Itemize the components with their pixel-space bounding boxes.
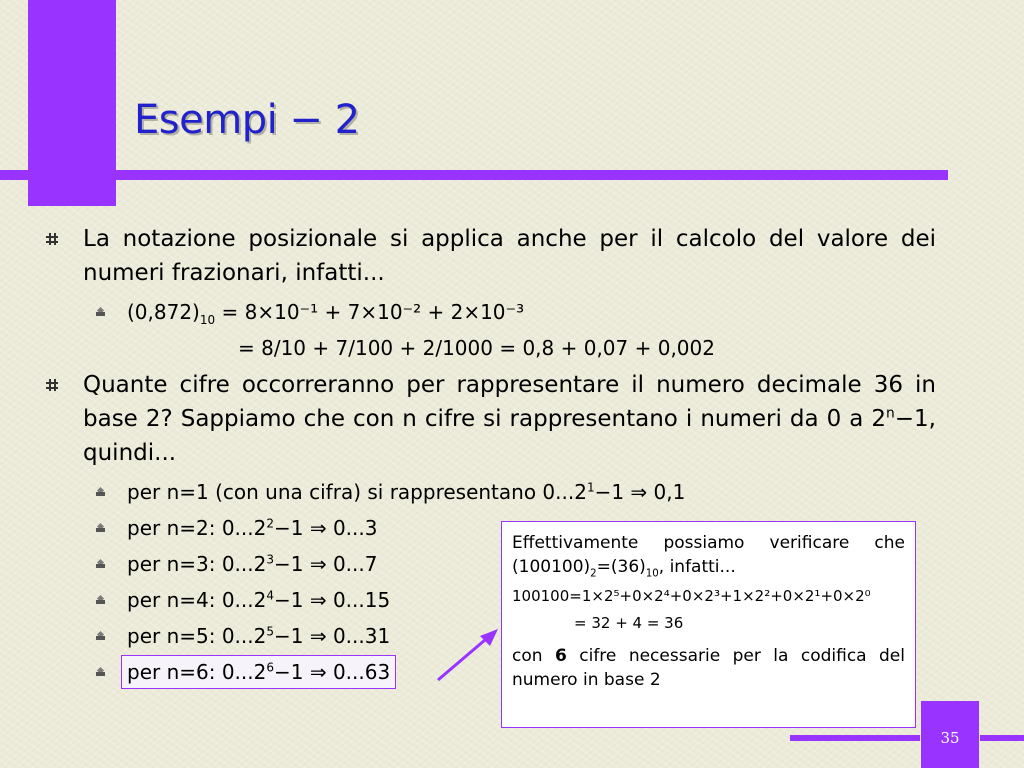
sub-bullet-icon — [96, 632, 106, 642]
formula-rhs: = 8×10⁻¹ + 7×10⁻² + 2×10⁻³ — [221, 300, 525, 324]
case-exponent: 4 — [266, 588, 274, 603]
callout-intro-text: Effettivamente possiamo verificare che (100100) — [512, 533, 905, 577]
callout-intro-base2: 2 — [590, 568, 597, 580]
case-result: −1 ⇒ 0...7 — [274, 552, 378, 576]
callout-intro — [512, 531, 905, 579]
case-result: −1 ⇒ 0...3 — [274, 516, 378, 540]
case-text: per n=5: 0...2 — [127, 624, 267, 648]
case-exponent: 6 — [266, 660, 274, 675]
case-exponent: 3 — [266, 552, 274, 567]
case-text: per n=4: 0...2 — [127, 588, 267, 612]
case-result: −1 ⇒ 0...15 — [274, 588, 391, 612]
callout-conclusion-post: cifre necessarie per la codifica del numero in base 2 — [512, 646, 905, 690]
case-result: −1 ⇒ 0...31 — [274, 624, 391, 648]
sub-bullet-icon — [96, 596, 106, 606]
formula-lhs-base: 10 — [199, 313, 216, 327]
formula-continuation: = 8/10 + 7/100 + 2/1000 = 0,8 + 0,07 + 0,002 — [238, 336, 715, 360]
bullet-text-exponent: n — [886, 405, 895, 422]
sub-bullet-icon — [96, 488, 106, 498]
case-text: per n=2: 0...2 — [127, 516, 267, 540]
slide-number: 35 — [921, 701, 979, 768]
callout-conclusion-pre: con — [512, 646, 543, 666]
callout-result: = 32 + 4 = 36 — [574, 614, 684, 632]
decorative-bottom-line — [790, 735, 920, 741]
case-text: per n=3: 0...2 — [127, 552, 267, 576]
callout-intro-base10: 10 — [645, 568, 659, 580]
callout-intro-end: , infatti... — [658, 557, 736, 577]
decorative-horizontal-bar — [0, 170, 948, 180]
callout-conclusion-bold: 6 — [554, 646, 567, 666]
slide-title: Esempi − 2 — [134, 97, 360, 143]
sub-bullet-icon — [96, 668, 106, 678]
callout-conclusion — [512, 644, 905, 692]
callout-formula: 100100=1×2⁵+0×2⁴+0×2³+1×2²+0×2¹+0×2⁰ — [512, 587, 871, 605]
callout-intro-mid: =(36) — [596, 557, 646, 577]
hash-bullet-icon — [46, 379, 58, 391]
callout-arrow-icon — [436, 628, 500, 684]
callout-box — [501, 521, 916, 728]
case-result: −1 ⇒ 0...63 — [274, 660, 391, 684]
bullet-text: La notazione posizionale si applica anche per il calcolo del valore dei numeri frazionari, infatti... — [83, 226, 936, 286]
sub-bullet-icon — [96, 524, 106, 534]
sub-bullet-icon — [96, 308, 106, 318]
case-exponent: 5 — [266, 624, 274, 639]
sub-bullet-item — [40, 294, 936, 330]
bullet-text: Quante cifre occorreranno per rappresentare il numero decimale 36 in base 2? Sappiamo che con n cifre si rappresentano i numeri da 0 a 2 — [83, 372, 936, 432]
formula-lhs: (0,872) — [127, 300, 200, 324]
highlight-box — [121, 655, 396, 689]
hash-bullet-icon — [46, 233, 58, 245]
bullet-item — [40, 222, 936, 290]
decorative-bottom-line-right — [980, 735, 1024, 741]
sub-bullet-icon — [96, 560, 106, 570]
case-exponent: 2 — [266, 516, 274, 531]
bullet-item — [40, 368, 936, 470]
bullet-text-end: −1, quindi... — [83, 406, 936, 466]
case-result: −1 ⇒ 0,1 — [594, 480, 686, 504]
sub-bullet-item — [40, 474, 936, 510]
case-exponent: 1 — [586, 480, 595, 495]
case-text: per n=6: 0...2 — [127, 660, 267, 684]
case-text: per n=1 (con una cifra) si rappresentano 0...2 — [127, 480, 587, 504]
